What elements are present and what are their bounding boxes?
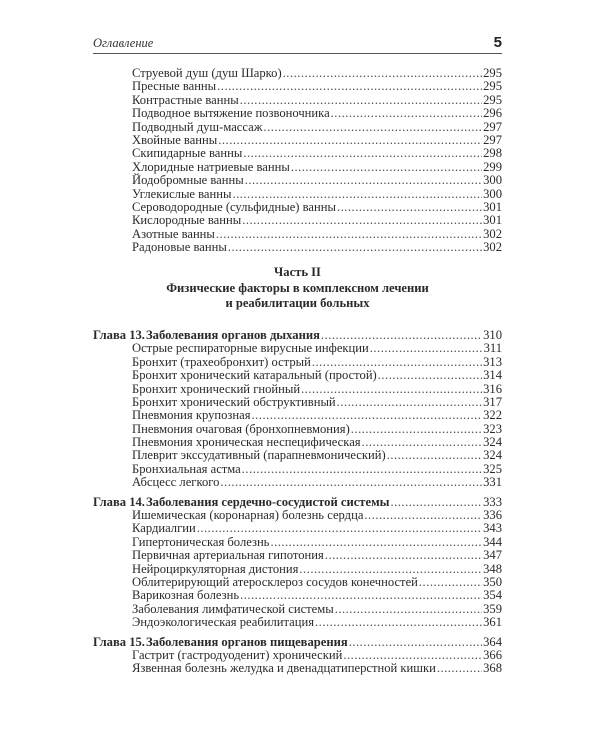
entry-label: Гастрит (гастродуоденит) хронический: [132, 647, 343, 662]
entry-label: Радоновые ванны: [132, 240, 227, 255]
entry-page: 297: [483, 132, 502, 147]
entry-label: Подводное вытяжение позвоночника: [132, 106, 330, 121]
entry-page: 324: [483, 435, 502, 450]
leader-dots: [437, 662, 482, 675]
entry-page: 343: [483, 521, 502, 536]
entry-label: Хвойные ванны: [132, 132, 218, 147]
chapter-heading[interactable]: [93, 329, 502, 342]
leader-dots: [242, 463, 482, 476]
toc-entry[interactable]: [93, 67, 502, 80]
entry-label: Бронхит хронический обструктивный: [132, 394, 336, 409]
chapter-label: [93, 636, 348, 649]
entry-page: 302: [483, 240, 502, 255]
toc-entry[interactable]: [93, 662, 502, 675]
entry-page: 295: [483, 92, 502, 107]
entry-label: Скипидарные ванны: [132, 146, 243, 161]
entry-label: Контрастные ванны: [132, 92, 239, 107]
toc-entry[interactable]: [93, 396, 502, 409]
entry-label: Пресные ванны: [132, 79, 217, 94]
toc-entry[interactable]: [93, 241, 502, 254]
entry-label: Язвенная болезнь желудка и двенадцатиперстной кишки: [132, 661, 436, 676]
leader-dots: [349, 636, 482, 649]
running-head: [93, 31, 502, 51]
leader-dots: [335, 603, 482, 616]
chapter-number: Глава 13.: [93, 327, 145, 342]
entry-label: Бронхит (трахеобронхит) острый: [132, 354, 311, 369]
leader-dots: [299, 563, 482, 576]
toc-entry[interactable]: [93, 188, 502, 201]
toc-entry[interactable]: [93, 423, 502, 436]
entry-label: Хлоридные натриевые ванны: [132, 159, 290, 174]
entry-page: 322: [483, 408, 502, 423]
leader-dots: [387, 449, 482, 462]
chapters-list: [93, 329, 502, 676]
chapter-page: 310: [483, 327, 502, 342]
toc-entry[interactable]: [93, 383, 502, 396]
leader-dots: [252, 409, 483, 422]
leader-dots: [243, 147, 482, 160]
entry-label: Бронхит хронический гнойный: [132, 381, 301, 396]
entry-label: Подводный душ-массаж: [132, 119, 263, 134]
entry-label: Пневмония крупозная: [132, 408, 251, 423]
chapter-title: Заболевания сердечно-сосудистой системы: [146, 494, 390, 509]
entry-page: 354: [483, 588, 502, 603]
leader-dots: [351, 423, 482, 436]
entry-page: 299: [483, 159, 502, 174]
part-subtitle-line1: Физические факторы в комплексном лечении: [166, 280, 429, 295]
entry-page: 336: [483, 508, 502, 523]
leader-dots: [270, 536, 482, 549]
toc-entry[interactable]: [93, 107, 502, 120]
leader-dots: [337, 201, 482, 214]
entry-page: 298: [483, 146, 502, 161]
entry-page: 296: [483, 106, 502, 121]
leader-dots: [242, 214, 482, 227]
leader-dots: [263, 121, 482, 134]
entry-page: 325: [483, 461, 502, 476]
header-rule: [93, 53, 502, 54]
toc-entry[interactable]: [93, 369, 502, 382]
entry-label: Острые респираторные вирусные инфекции: [132, 341, 369, 356]
leader-dots: [343, 649, 482, 662]
toc-entry[interactable]: [93, 476, 502, 489]
entry-page: 297: [483, 119, 502, 134]
leader-dots: [291, 161, 482, 174]
entry-label: Пневмония хроническая неспецифическая: [132, 435, 361, 450]
entry-page: 300: [483, 173, 502, 188]
leader-dots: [378, 369, 482, 382]
chapter-number: Глава 14.: [93, 494, 145, 509]
table-of-contents: [93, 67, 502, 676]
entry-label: Азотные ванны: [132, 226, 215, 241]
chapter-title: Заболевания органов пищеварения: [146, 634, 348, 649]
toc-entry[interactable]: [93, 616, 502, 629]
leader-dots: [325, 549, 482, 562]
toc-entry[interactable]: [93, 201, 502, 214]
leader-dots: [232, 188, 482, 201]
leader-dots: [362, 436, 483, 449]
leader-dots: [321, 329, 482, 342]
leader-dots: [419, 576, 482, 589]
entry-label: Углекислые ванны: [132, 186, 232, 201]
leader-dots: [197, 522, 482, 535]
toc-entry[interactable]: [93, 174, 502, 187]
chapter-number: Глава 15.: [93, 634, 145, 649]
toc-entry[interactable]: [93, 563, 502, 576]
leader-dots: [218, 134, 482, 147]
chapter-label: [93, 496, 389, 509]
part-title: Часть II: [274, 265, 321, 280]
toc-entry[interactable]: [93, 228, 502, 241]
entry-label: Сероводородные (сульфидные) ванны: [132, 199, 336, 214]
toc-entry[interactable]: [93, 463, 502, 476]
toc-entry[interactable]: [93, 589, 502, 602]
chapter-page: 364: [483, 634, 502, 649]
chapter-label: [93, 329, 320, 342]
entry-page: 368: [483, 661, 502, 676]
entry-page: 301: [483, 199, 502, 214]
running-title: Оглавление: [93, 36, 154, 50]
entry-label: Первичная артериальная гипотония: [132, 548, 324, 563]
part-subtitle-line2: и реабилитации больных: [225, 296, 370, 311]
leader-dots: [245, 174, 482, 187]
toc-entry[interactable]: [93, 436, 502, 449]
chapter-page: 333: [483, 494, 502, 509]
toc-entry[interactable]: [93, 536, 502, 549]
leader-dots: [240, 94, 482, 107]
toc-entry[interactable]: [93, 161, 502, 174]
entry-page: 300: [483, 186, 502, 201]
entry-page: 295: [483, 66, 502, 80]
entry-label: Нейроциркуляторная дистония: [132, 561, 299, 576]
leader-dots: [240, 589, 482, 602]
leader-dots: [217, 80, 482, 93]
part-heading: [93, 265, 502, 312]
toc-entry[interactable]: [93, 134, 502, 147]
entry-page: 295: [483, 79, 502, 94]
entry-page: 350: [483, 575, 502, 589]
toc-entry[interactable]: [93, 356, 502, 369]
toc-entry[interactable]: [93, 121, 502, 134]
toc-entry[interactable]: [93, 509, 502, 522]
toc-entry[interactable]: [93, 649, 502, 662]
toc-entry[interactable]: [93, 214, 502, 227]
entry-label: Абсцесс легкого: [132, 475, 220, 490]
toc-entry[interactable]: [93, 147, 502, 160]
toc-entry[interactable]: [93, 549, 502, 562]
entry-label: Эндоэкологическая реабилитация: [132, 615, 315, 630]
entry-page: 317: [483, 394, 502, 409]
entry-page: 331: [483, 475, 502, 490]
entry-label: Кислородные ванны: [132, 213, 242, 228]
entry-label: Заболевания лимфатической системы: [132, 601, 334, 616]
toc-entry[interactable]: [93, 80, 502, 93]
leader-dots: [364, 509, 482, 522]
entry-page: 302: [483, 226, 502, 241]
leader-dots: [301, 383, 482, 396]
entry-page: 361: [483, 615, 502, 630]
leader-dots: [337, 396, 482, 409]
leader-dots: [390, 496, 482, 509]
toc-entry[interactable]: [93, 342, 502, 355]
entry-page: 323: [483, 421, 502, 436]
entry-label: Струевой душ (душ Шарко): [132, 66, 282, 80]
chapter-heading[interactable]: [93, 636, 502, 649]
toc-entry[interactable]: [93, 522, 502, 535]
entry-label: Бронхит хронический катаральный (простой): [132, 368, 377, 383]
toc-entry[interactable]: [93, 576, 502, 589]
entry-label: Плеврит экссудативный (парапневмонический): [132, 448, 386, 463]
leader-dots: [315, 616, 482, 629]
leader-dots: [216, 228, 482, 241]
leader-dots: [220, 476, 482, 489]
entry-page: 348: [483, 561, 502, 576]
entry-page: 344: [483, 534, 502, 549]
leader-dots: [283, 67, 482, 80]
entry-label: Ишемическая (коронарная) болезнь сердца: [132, 508, 364, 523]
leader-dots: [331, 107, 482, 120]
entry-label: Пневмония очаговая (бронхопневмония): [132, 421, 350, 436]
entry-page: 359: [483, 601, 502, 616]
entry-page: 316: [483, 381, 502, 396]
page-number: 5: [493, 34, 502, 51]
entry-page: 314: [483, 368, 502, 383]
toc-entry[interactable]: [93, 409, 502, 422]
entry-page: 311: [483, 341, 502, 356]
entry-label: Йодобромные ванны: [132, 173, 244, 188]
entry-label: Бронхиальная астма: [132, 461, 241, 476]
entry-label: Варикозная болезнь: [132, 588, 240, 603]
entry-label: Облитерирующий атеросклероз сосудов конечностей: [132, 575, 418, 589]
leader-dots: [228, 241, 482, 254]
chapter-title: Заболевания органов дыхания: [146, 327, 320, 342]
leader-dots: [370, 342, 483, 355]
section-list: [93, 67, 502, 254]
toc-entry[interactable]: [93, 449, 502, 462]
entry-page: 324: [483, 448, 502, 463]
chapter-heading[interactable]: [93, 496, 502, 509]
entry-page: 301: [483, 213, 502, 228]
entry-label: Гипертоническая болезнь: [132, 534, 270, 549]
leader-dots: [312, 356, 482, 369]
entry-page: 347: [483, 548, 502, 563]
toc-entry[interactable]: [93, 603, 502, 616]
entry-page: 313: [483, 354, 502, 369]
entry-label: Кардиалгии: [132, 521, 196, 536]
toc-entry[interactable]: [93, 94, 502, 107]
entry-page: 366: [483, 647, 502, 662]
